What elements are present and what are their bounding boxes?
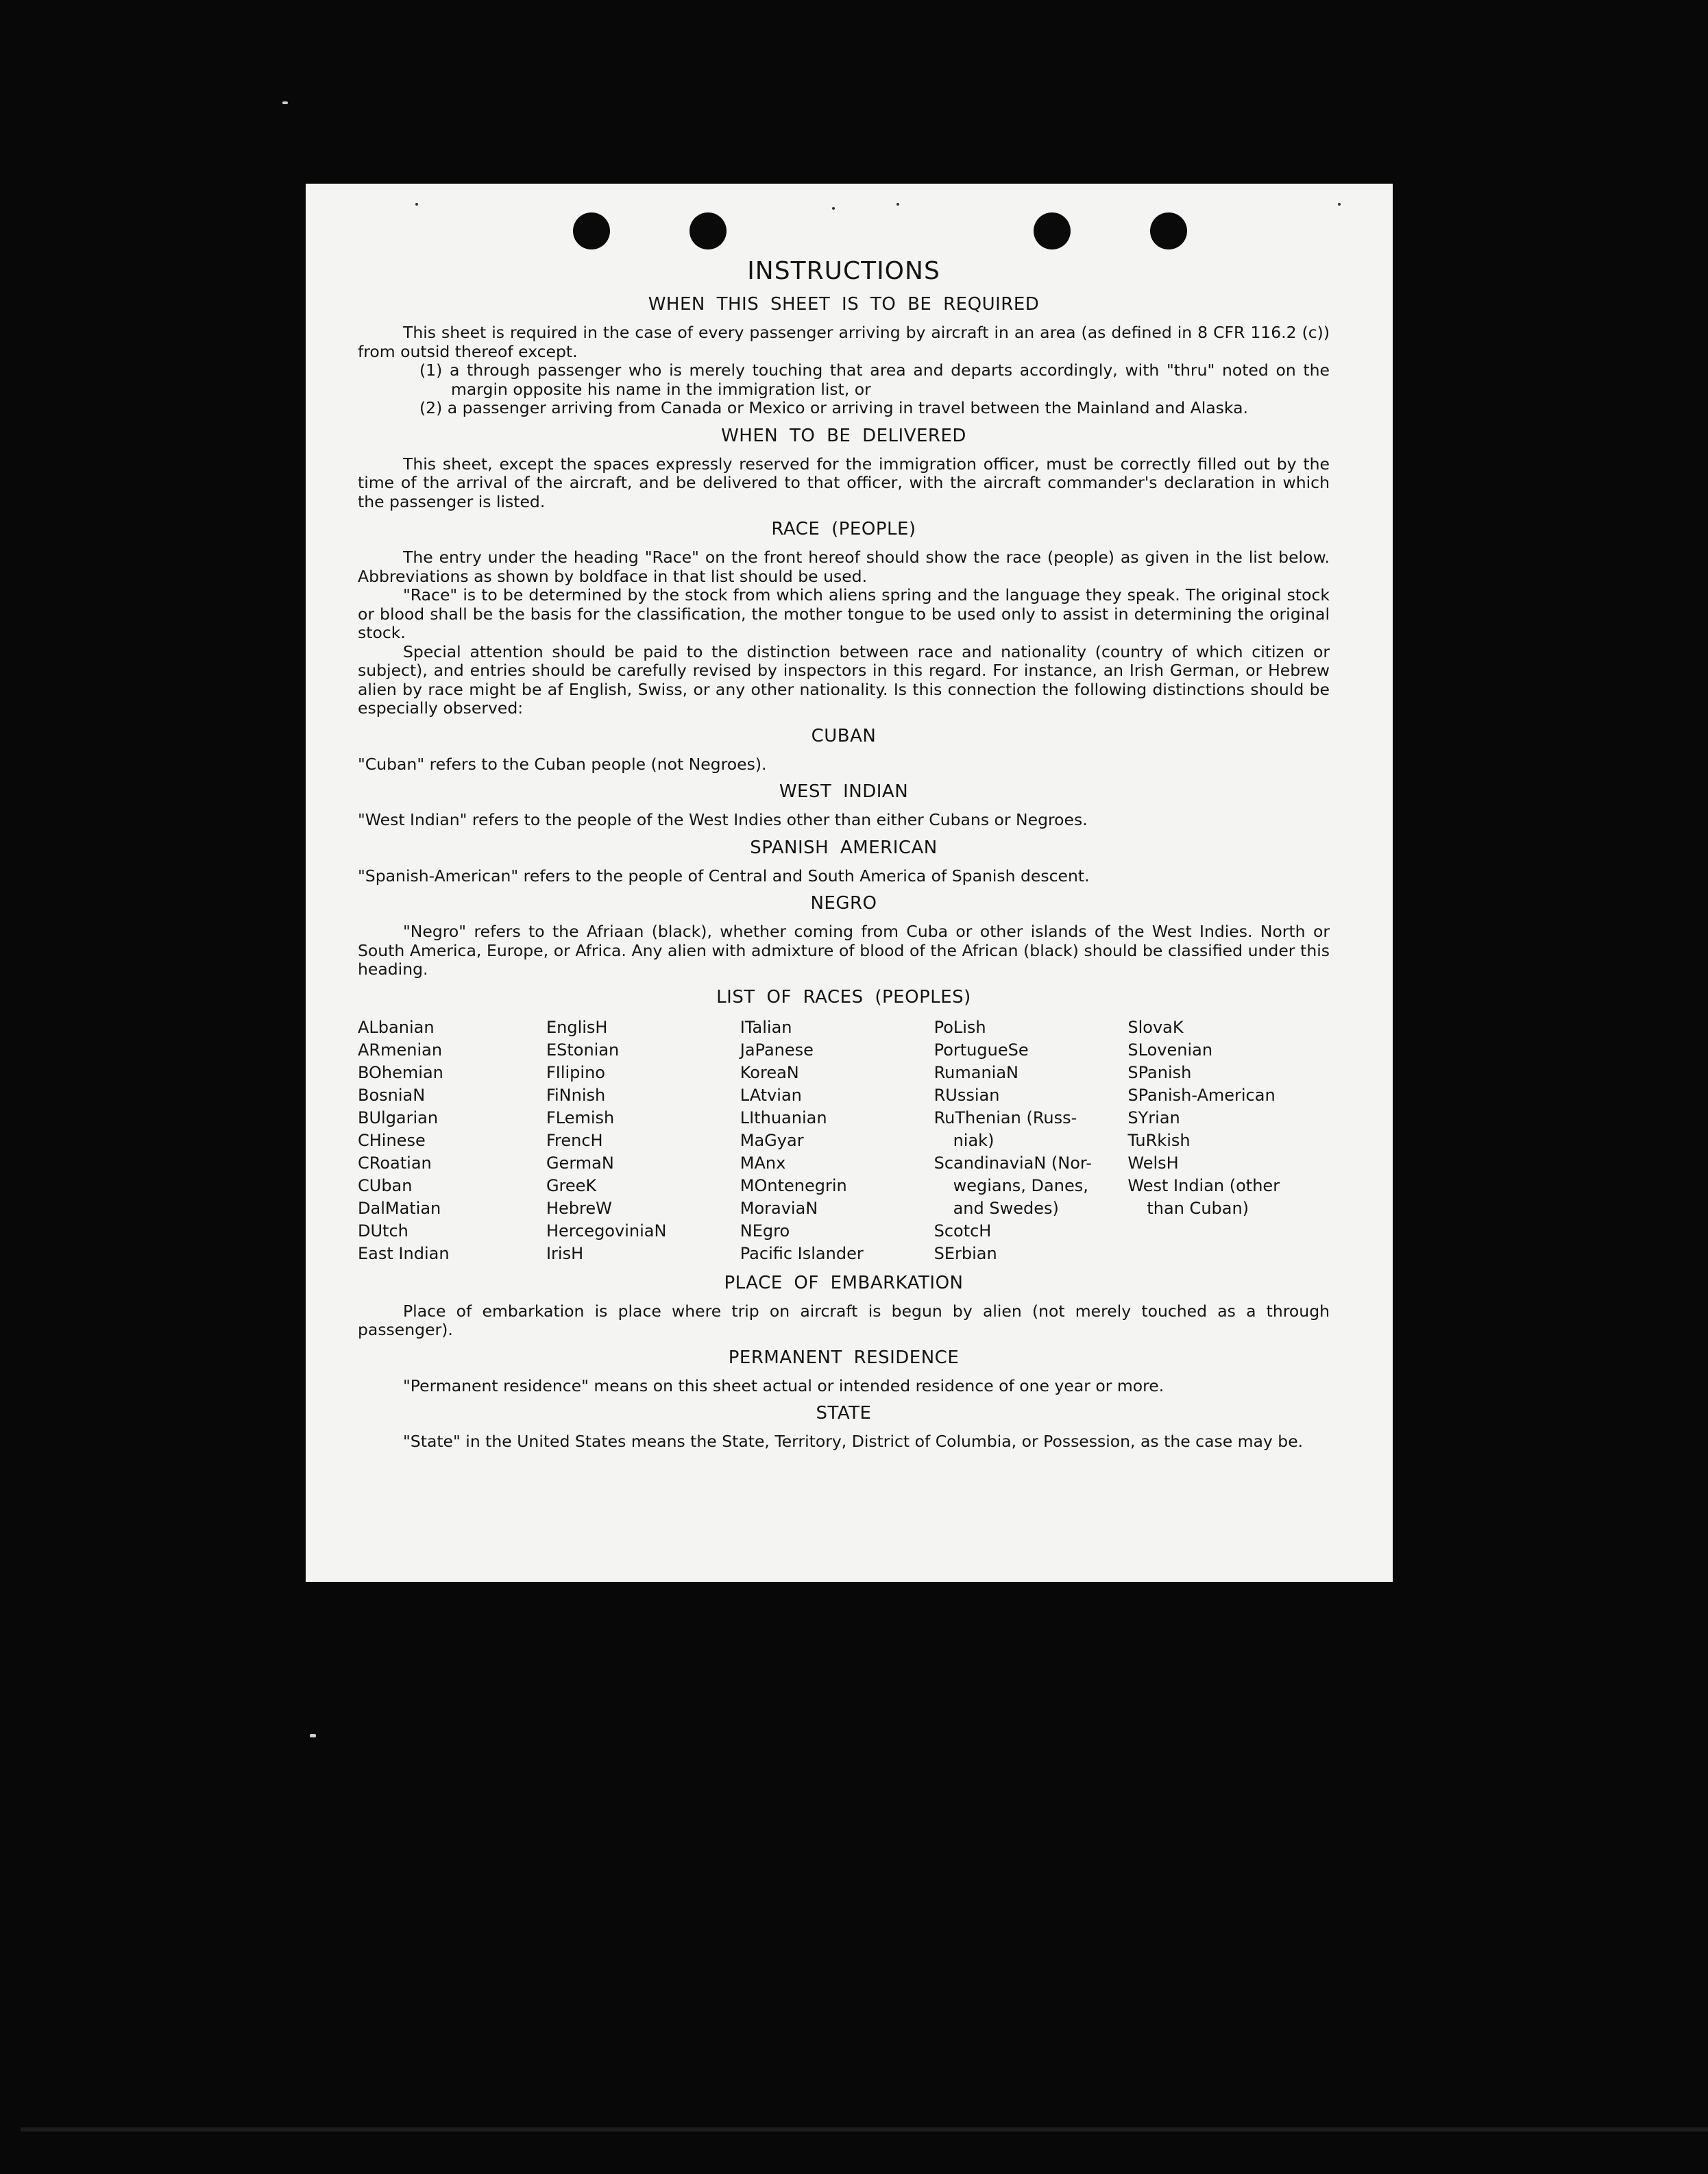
paragraph: "Race" is to be determined by the stock from which aliens spring and the language they speak. The original stock or blood shall be the basis for the classification, the mother tongue to be used only to assist in determining the original stock.: [358, 585, 1330, 642]
section-heading: PLACE OF EMBARKATION: [724, 1272, 964, 1293]
race-entry: DalMatian: [358, 1198, 441, 1218]
paragraph: "Negro" refers to the Afriaan (black), whether coming from Cuba or other islands of the West Indies. North or South America, Europe, or Africa. Any alien with admixture of blood of the African (black) should be classified under this heading.: [358, 922, 1330, 979]
race-entry: HebreW: [546, 1198, 612, 1218]
paragraph: "Spanish-American" refers to the people of Central and South America of Spanish descent.: [358, 866, 1090, 886]
film-speck: [310, 1734, 316, 1737]
punch-hole: [690, 212, 727, 249]
race-entry: DUtch: [358, 1221, 408, 1241]
race-entry: EnglisH: [546, 1017, 608, 1037]
race-entry: IrisH: [546, 1243, 584, 1263]
paragraph: "Cuban" refers to the Cuban people (not Negroes).: [358, 754, 767, 774]
race-entry: MOntenegrin: [740, 1175, 847, 1195]
race-entry: ARmenian: [358, 1040, 443, 1060]
paragraph: This sheet is required in the case of every passenger arriving by aircraft in an area (as defined in 8 CFR 116.2 (c)) from outsid thereof except.: [358, 323, 1330, 361]
section-heading: PERMANENT RESIDENCE: [728, 1347, 960, 1368]
race-entry-continuation: wegians, Danes,: [953, 1175, 1088, 1195]
section-heading: RACE (PEOPLE): [771, 519, 916, 539]
punch-hole: [573, 212, 610, 249]
race-entry: LIthuanian: [740, 1108, 827, 1127]
paragraph: Place of embarkation is place where trip on aircraft is begun by alien (not merely touched as a through passenger).: [358, 1301, 1330, 1339]
race-entry: FIlipino: [546, 1062, 605, 1082]
race-entry: PortugueSe: [934, 1040, 1029, 1060]
races-column: [934, 1016, 1128, 1265]
race-entry: RumaniaN: [934, 1062, 1019, 1082]
paragraph: The entry under the heading "Race" on the front hereof should show the race (people) as given in the list below. Abbreviations as shown by boldface in that list should be used.: [358, 548, 1330, 586]
race-entry: MaGyar: [740, 1130, 804, 1150]
race-entry: BUlgarian: [358, 1108, 439, 1127]
race-entry: SErbian: [934, 1243, 997, 1263]
race-entry: SPanish: [1127, 1062, 1192, 1082]
race-entry: CUban: [358, 1175, 413, 1195]
punch-hole: [1034, 212, 1071, 249]
paragraph: "State" in the United States means the State, Territory, District of Columbia, or Possession, as the case may be.: [403, 1432, 1304, 1451]
race-entry: CRoatian: [358, 1153, 432, 1173]
race-entry: Pacific Islander: [740, 1243, 864, 1263]
race-entry: GermaN: [546, 1153, 614, 1173]
race-entry: LAtvian: [740, 1085, 802, 1105]
race-entry: SPanish-American: [1127, 1085, 1276, 1105]
races-list: [358, 1016, 1330, 1265]
race-entry: East Indian: [358, 1243, 450, 1263]
section-heading: SPANISH AMERICAN: [750, 837, 938, 858]
race-entry: EStonian: [546, 1040, 620, 1060]
race-entry: ALbanian: [358, 1017, 435, 1037]
speck: [1338, 203, 1341, 206]
race-entry: GreeK: [546, 1175, 597, 1195]
race-entry: PoLish: [934, 1017, 986, 1037]
section-heading: CUBAN: [811, 725, 877, 746]
race-entry: NEgro: [740, 1221, 790, 1241]
section-heading: WHEN THIS SHEET IS TO BE REQUIRED: [648, 294, 1040, 315]
race-entry: BOhemian: [358, 1062, 443, 1082]
race-entry-continuation: niak): [953, 1130, 995, 1150]
race-entry: ScandinaviaN (Nor-: [934, 1153, 1092, 1173]
section-heading: STATE: [816, 1403, 872, 1424]
speck: [415, 203, 418, 206]
race-entry: FLemish: [546, 1108, 615, 1127]
list-item: (1) a through passenger who is merely touching that area and departs accordingly, with "thru" noted on the margin opposite his name in the immigration list, or: [419, 361, 1330, 399]
section-heading: WHEN TO BE DELIVERED: [721, 425, 966, 446]
paragraph: "West Indian" refers to the people of the West Indies other than either Cubans or Negroes.: [358, 810, 1088, 829]
race-entry: ScotcH: [934, 1221, 992, 1241]
page-title: INSTRUCTIONS: [747, 257, 940, 285]
races-column: [740, 1016, 934, 1265]
race-entry: FrencH: [546, 1130, 603, 1150]
race-entry: HercegoviniaN: [546, 1221, 667, 1241]
race-entry: MAnx: [740, 1153, 786, 1173]
race-entry-continuation: than Cuban): [1147, 1198, 1249, 1218]
race-entry: TuRkish: [1127, 1130, 1191, 1150]
race-entry: CHinese: [358, 1130, 426, 1150]
race-entry: FiNnish: [546, 1085, 606, 1105]
section-heading: LIST OF RACES (PEOPLES): [716, 986, 971, 1007]
race-entry: BosniaN: [358, 1085, 426, 1105]
film-edge-strip: [21, 2127, 1708, 2132]
races-column: [1127, 1016, 1330, 1265]
section-heading: NEGRO: [810, 893, 877, 914]
race-entry: JaPanese: [740, 1040, 814, 1060]
race-entry: ITalian: [740, 1017, 792, 1037]
races-column: [546, 1016, 740, 1265]
race-entry-continuation: and Swedes): [953, 1198, 1059, 1218]
race-entry: MoraviaN: [740, 1198, 818, 1218]
instruction-sheet: [306, 184, 1393, 1582]
race-entry: West Indian (other: [1127, 1175, 1280, 1195]
punch-hole: [1150, 212, 1187, 249]
race-entry: RuThenian (Russ-: [934, 1108, 1077, 1127]
paragraph: This sheet, except the spaces expressly reserved for the immigration officer, must be correctly filled out by the time of the arrival of the aircraft, and be delivered to that officer, with the aircraft commander's declaration in which the passenger is listed.: [358, 454, 1330, 511]
speck: [896, 203, 899, 206]
paragraph: Special attention should be paid to the distinction between race and nationality (country of which citizen or subject), and entries should be carefully revised by inspectors in this regard. For instance, an Irish German, or Hebrew alien by race might be af English, Swiss, or any other nationality. Is this connection the following distinctions should be especially observed:: [358, 642, 1330, 718]
races-column: [358, 1016, 546, 1265]
race-entry: KoreaN: [740, 1062, 799, 1082]
race-entry: SlovaK: [1127, 1017, 1184, 1037]
section-heading: WEST INDIAN: [779, 781, 909, 802]
race-entry: SYrian: [1127, 1108, 1180, 1127]
race-entry: SLovenian: [1127, 1040, 1213, 1060]
race-entry: WelsH: [1127, 1153, 1179, 1173]
film-speck: [282, 101, 288, 104]
paragraph: "Permanent residence" means on this sheet actual or intended residence of one year or more.: [403, 1376, 1164, 1395]
list-item: (2) a passenger arriving from Canada or Mexico or arriving in travel between the Mainland and Alaska.: [419, 398, 1248, 417]
speck: [832, 207, 835, 210]
race-entry: RUssian: [934, 1085, 1000, 1105]
